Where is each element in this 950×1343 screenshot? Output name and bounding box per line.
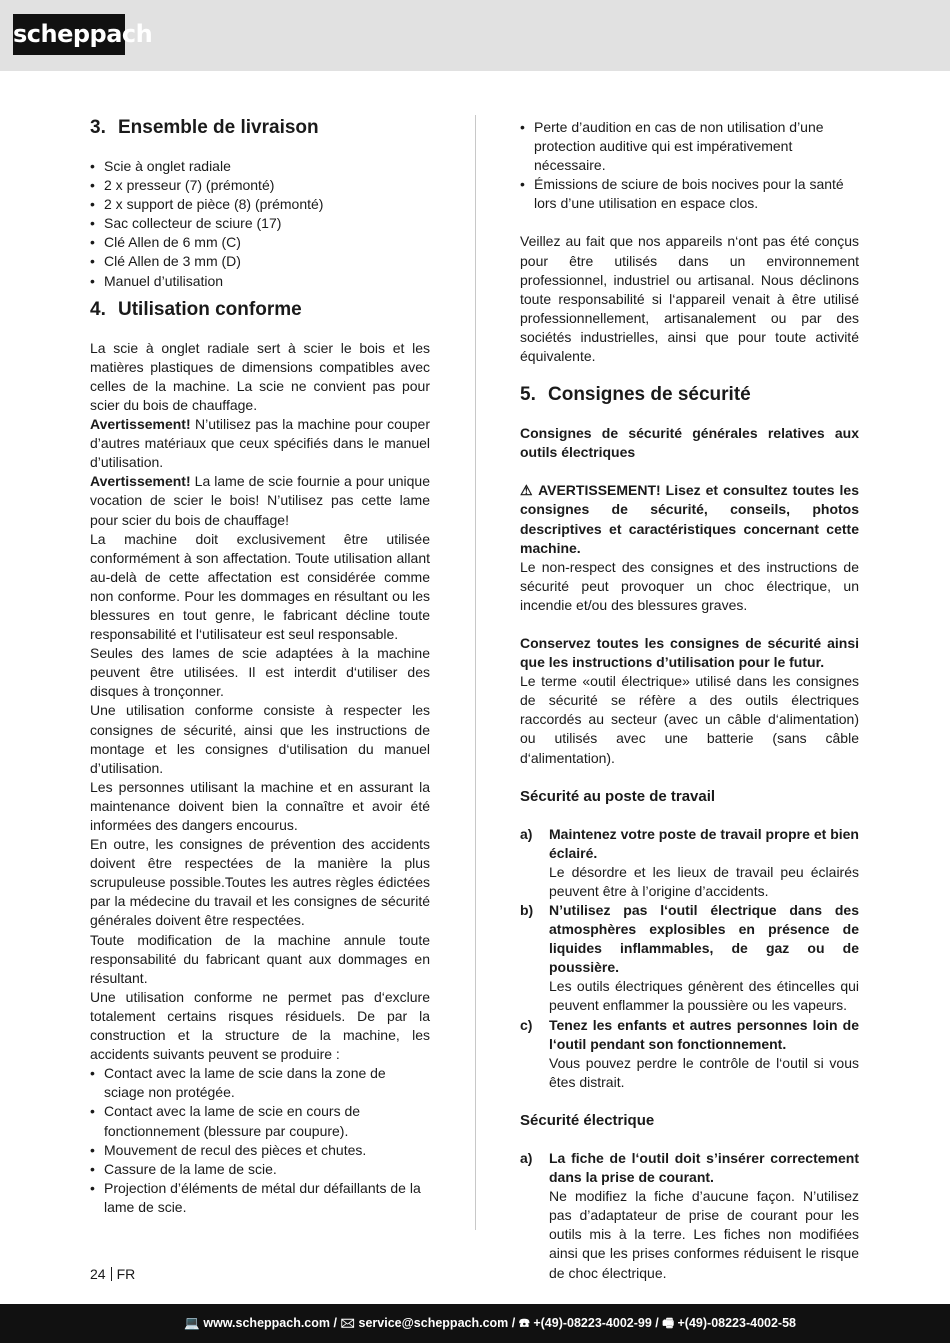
paragraph: Seules des lames de scie adaptées à la machine peuvent être utilisées. Il est interdit d‘utiliser des disques à tronçonner. bbox=[90, 645, 430, 700]
list-item: • Clé Allen de 3 mm (D) bbox=[90, 252, 430, 271]
risk-list-continued bbox=[520, 118, 859, 213]
risk-list bbox=[90, 1064, 430, 1217]
list-item: • Perte d’audition en cas de non utilisation d’une protection auditive qui est impérativement nécessaire. bbox=[520, 118, 859, 175]
list-item: • Émissions de sciure de bois nocives pour la santé lors d’une utilisation en espace clos. bbox=[520, 175, 859, 213]
warning-heading: ⚠ AVERTISSEMENT! Lisez et consultez toutes les consignes de sécurité, conseils, photos descriptives et caractéristiques concernant cette machine. bbox=[520, 482, 859, 556]
subheading: Consignes de sécurité générales relatives aux outils électriques bbox=[520, 425, 859, 461]
page-footer bbox=[0, 1304, 950, 1343]
paragraph: Une utilisation conforme consiste à respecter les consignes de sécurité, ainsi que les instructions de montage et les consignes d‘utilisation du manuel d’utilisation. bbox=[90, 702, 430, 776]
paragraph: Les personnes utilisant la machine et en assurant la maintenance doivent bien la connaître et avoir été informées des dangers encourus. bbox=[90, 778, 430, 833]
workplace-safety-list bbox=[520, 825, 859, 1092]
list-item: • Contact avec la lame de scie en cours de fonctionnement (blessure par coupure). bbox=[90, 1102, 430, 1140]
list-item: a) Maintenez votre poste de travail propre et bien éclairé. Le désordre et les lieux de travail peu éclairés peuvent être à l’origine d’accidents. bbox=[520, 825, 859, 899]
paragraph: La machine doit exclusivement être utilisée conformément à son affectation. Toute utilisation allant au-delà de cette affectation est considérée comme non conforme. Pour les dommages en résultant ou les blessures en tout genre, le fabricant décline toute responsabilité et l‘utilisateur est seul responsable. bbox=[90, 530, 430, 643]
paragraph: Toute modification de la machine annule toute responsabilité du fabricant quant aux dommages en résultant. bbox=[90, 931, 430, 986]
paragraph: Veillez au fait que nos appareils n‘ont pas été conçus pour être utilisés dans un environnement professionnel, industriel ou artisanal. Nous déclinons toute responsabilité si l‘appareil venait à être utilisé professionnellement, artisanalement ou par des sociétés industrielles, ainsi que pour toute activité équivalente. bbox=[520, 233, 859, 365]
workplace-safety-title: Sécurité au poste de travail bbox=[520, 787, 716, 805]
page-number: 24 FR bbox=[90, 1266, 136, 1282]
list-item: • Sac collecteur de sciure (17) bbox=[90, 214, 430, 233]
keep-instructions-heading: Conservez toutes les consignes de sécurité ainsi que les instructions d’utilisation pour le futur. bbox=[520, 634, 859, 671]
list-item: • Manuel d’utilisation bbox=[90, 272, 430, 291]
column-divider bbox=[475, 115, 476, 1230]
electrical-safety-title: Sécurité électrique bbox=[520, 1111, 655, 1129]
footer-contact: 💻 www.scheppach.com / 🖂 service@scheppach.com / ☎ +(49)-08223-4002-99 / 🖷 +(49)-08223-4002-58 bbox=[184, 1316, 796, 1330]
list-item: • 2 x support de pièce (8) (prémonté) bbox=[90, 195, 430, 214]
list-item: • Scie à onglet radiale bbox=[90, 157, 430, 176]
list-item: c) Tenez les enfants et autres personnes loin de l‘outil pendant son fonctionnement. Vous pouvez perdre le contrôle de l‘outil si vous êtes distrait. bbox=[520, 1016, 859, 1090]
paragraph: La scie à onglet radiale sert à scier le bois et les matières plastiques de dimensions compatibles avec celles de la machine. La scie ne convient pas pour scier du bois de chauffage. bbox=[90, 339, 430, 413]
list-item: • Mouvement de recul des pièces et chutes. bbox=[90, 1141, 430, 1160]
brand-logo: scheppach bbox=[13, 14, 125, 55]
paragraph: Le terme «outil électrique» utilisé dans les consignes de sécurité se réfère a des outils électriques raccordés au secteur (avec un câble d‘alimentation) ou utilisés avec une batterie (sans câble d‘alimentation). bbox=[520, 673, 859, 766]
list-item: a) La fiche de l‘outil doit s’insérer correctement dans la prise de courant. Ne modifiez la fiche d’aucune façon. N’utilisez pas d’adaptateur de prise de courant pour les outils mis à la terre. Les fiches non modifiées ainsi que les prises conformes réduisent le risque de choc électrique. bbox=[520, 1149, 859, 1281]
list-item: • Clé Allen de 6 mm (C) bbox=[90, 233, 430, 252]
paragraph: En outre, les consignes de prévention des accidents doivent être respectées de la manière la plus scrupuleuse possible.Toutes les autres règles édictées par la médecine du travail et les consignes de sécurité générales doivent être respectées. bbox=[90, 836, 430, 929]
left-column bbox=[90, 118, 430, 1217]
warning-paragraph: Avertissement! La lame de scie fournie a pour unique vocation de scier le bois! N’utilisez pas cette lame pour scier du bois de chauffage! bbox=[90, 473, 430, 528]
electrical-safety-list bbox=[520, 1149, 859, 1283]
page-header bbox=[0, 0, 950, 71]
list-item: • Contact avec la lame de scie dans la zone de sciage non protégée. bbox=[90, 1064, 430, 1102]
warning-paragraph: Avertissement! N’utilisez pas la machine pour couper d’autres matériaux que ceux spécifiés dans le manuel d’utilisation. bbox=[90, 416, 430, 471]
paragraph: Le non-respect des consignes et des instructions de sécurité peut provoquer un choc électrique, un incendie et/ou des blessures graves. bbox=[520, 558, 859, 613]
list-item: b) N’utilisez pas l‘outil électrique dans des atmosphères explosibles en présence de liquides inflammables, de gaz ou de poussière. Les outils électriques génèrent des étincelles qui peuvent enflammer la poussière ou les vapeurs. bbox=[520, 902, 859, 1014]
paragraph: Une utilisation conforme ne permet pas d‘exclure totalement certains risques résiduels. De par la construction et la structure de la machine, les accidents suivants peuvent se produire : bbox=[90, 988, 430, 1063]
section-5-title: 5. Consignes de sécurité bbox=[520, 384, 751, 406]
right-column bbox=[520, 118, 859, 1283]
section-3-title: 3. Ensemble de livraison bbox=[90, 117, 319, 138]
section-4-title: 4. Utilisation conforme bbox=[90, 298, 302, 320]
list-item: • Projection d’éléments de métal dur défaillants de la lame de scie. bbox=[90, 1179, 430, 1217]
warning-triangle-icon: ⚠ bbox=[520, 482, 534, 499]
list-item: • Cassure de la lame de scie. bbox=[90, 1160, 430, 1179]
list-item: • 2 x presseur (7) (prémonté) bbox=[90, 176, 430, 195]
delivery-list bbox=[90, 157, 430, 291]
